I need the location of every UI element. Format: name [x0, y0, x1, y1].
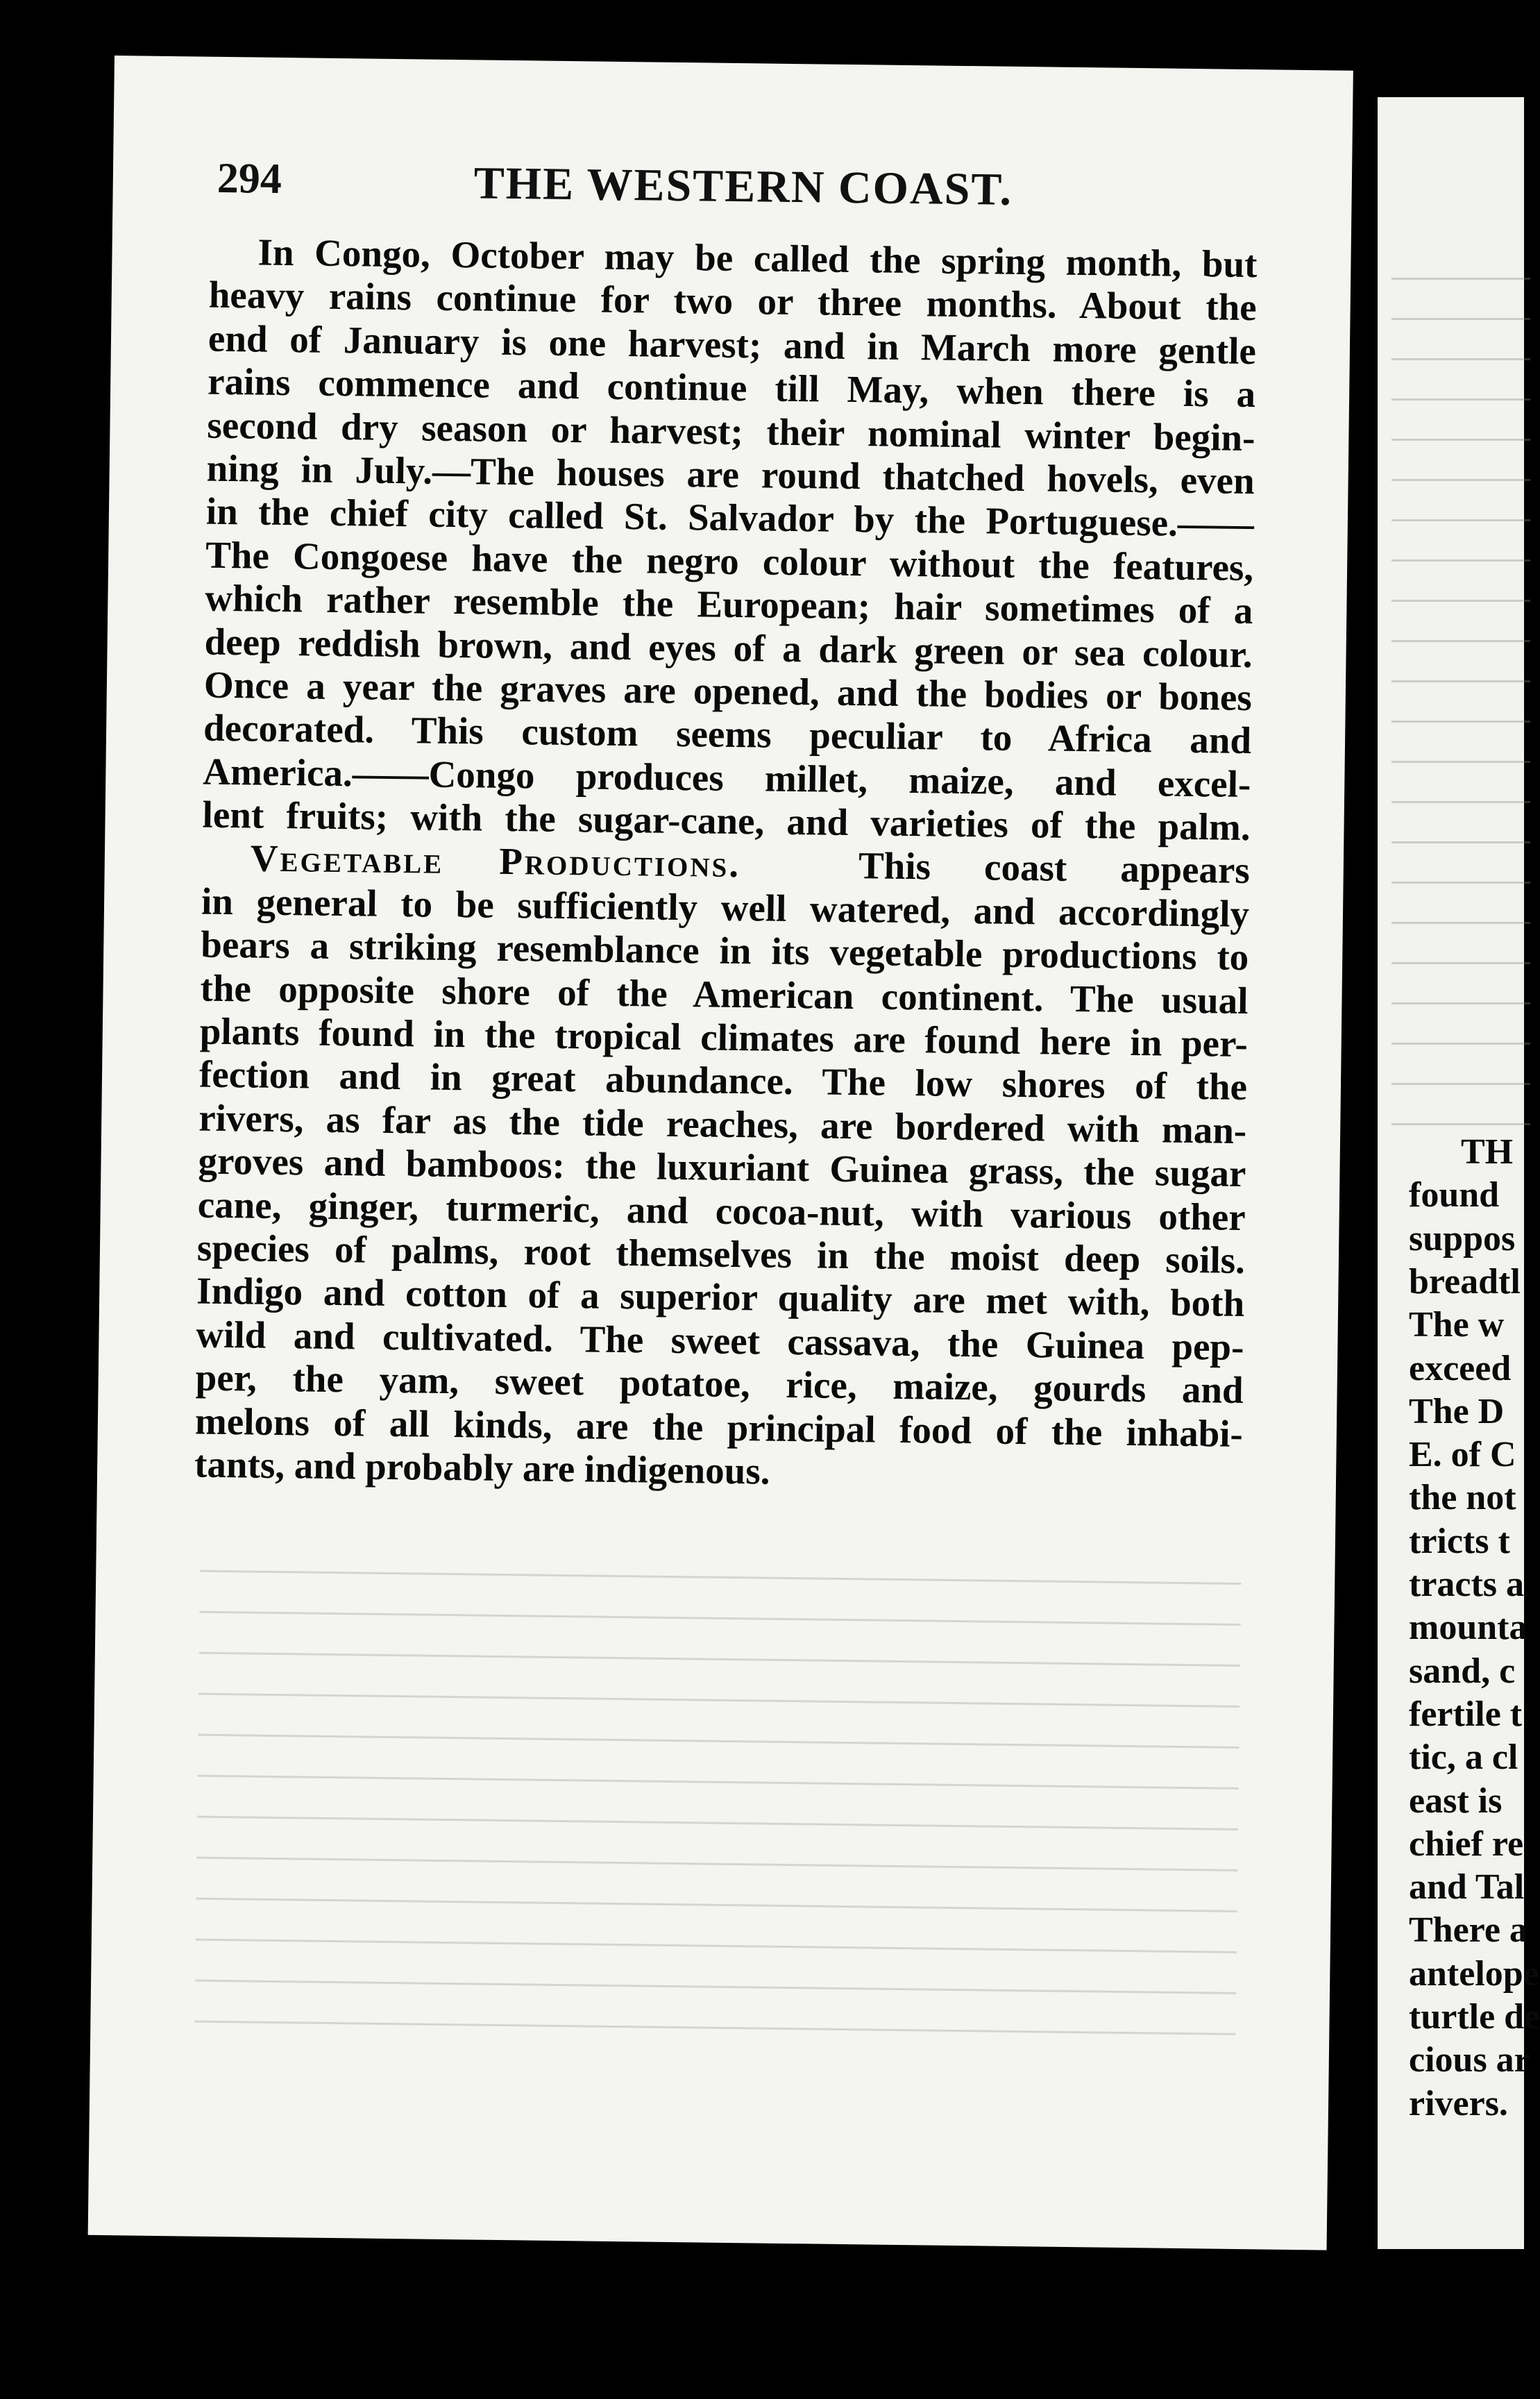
text-line: cane, ginger, turmeric, and cocoa-nut, with various other: [197, 1183, 1246, 1238]
text-line: lent fruits; with the sugar-cane, and varieties of the palm.: [202, 793, 1251, 849]
text-line: deep reddish brown, and eyes of a dark green or sea colour.: [204, 620, 1253, 675]
facing-page: [1378, 97, 1540, 2249]
text-line: America.——Congo produces millet, maize, and excel-: [203, 750, 1251, 805]
text-line: per, the yam, sweet potatoe, rice, maize, gourds and: [195, 1356, 1244, 1412]
text-line: fection and in great abundance. The low shores of the: [198, 1053, 1248, 1109]
text-line: Once a year the graves are opened, and the bodies or bones: [203, 663, 1253, 718]
facing-page-line: rivers.: [1409, 2083, 1508, 2123]
text-line: rivers, as far as the tide reaches, are bordered with man-: [198, 1096, 1247, 1152]
facing-page-line: sand, c: [1409, 1651, 1516, 1691]
facing-page-line: There a: [1409, 1910, 1528, 1951]
facing-page-line: The w: [1409, 1305, 1505, 1345]
facing-page-line: The D: [1409, 1391, 1505, 1431]
text-line: end of January is one harvest; and in March more gentle: [208, 317, 1257, 372]
facing-page-line: fertile t: [1409, 1694, 1523, 1734]
facing-page-line: E. of C: [1409, 1435, 1516, 1475]
text-line: melons of all kinds, are the principal food of the inhabi-: [194, 1399, 1244, 1455]
bleed-through-text: [194, 1570, 1241, 2124]
text-line: This coast appears: [858, 844, 1251, 892]
text-line: in general to be sufficiently well watered, and accordingly: [201, 879, 1250, 935]
facing-page-line: and Tal: [1409, 1867, 1525, 1908]
page-number: 294: [217, 154, 282, 203]
facing-page-line: east is: [1409, 1781, 1503, 1821]
bleed-through-text: [1391, 278, 1530, 1163]
text-line: groves and bamboos: the luxuriant Guinea grass, the sugar: [198, 1139, 1246, 1195]
facing-page-line: tic, a cl: [1409, 1737, 1518, 1778]
text-line: In Congo, October may be called the spring month, but: [257, 230, 1258, 286]
text-line: wild and cultivated. The sweet cassava, the Guinea pep-: [196, 1313, 1244, 1368]
text-line: in the chief city called St. Salvador by the Portuguese.——: [205, 490, 1255, 546]
text-line: second dry season or harvest; their nominal winter begin-: [207, 403, 1255, 459]
text-line: rains commence and continue till May, when there is a: [207, 360, 1256, 416]
facing-page-line: cious ar: [1409, 2040, 1530, 2080]
facing-page-line: exceed: [1409, 1348, 1512, 1388]
text-line: the opposite shore of the American continent. The usual: [200, 966, 1249, 1022]
text-line: which rather resemble the European; hair sometimes of a: [205, 576, 1253, 632]
text-line: heavy rains continue for two or three months. About the: [208, 273, 1258, 329]
text-line: species of palms, root themselves in the moist deep soils.: [196, 1226, 1246, 1282]
facing-page-line: found: [1409, 1175, 1500, 1215]
facing-page-line: turtle de: [1409, 1997, 1540, 2037]
text-line: The Congoese have the negro colour without the features,: [205, 533, 1254, 589]
facing-page-line: breadtl: [1409, 1261, 1521, 1302]
text-line: bears a striking resemblance in its vegetable productions to: [200, 923, 1249, 979]
text-line: plants found in the tropical climates are found here in per-: [199, 1009, 1249, 1066]
facing-page-line: chief re: [1409, 1824, 1524, 1864]
text-line: ning in July.—The houses are round thatched hovels, even: [206, 446, 1255, 503]
text-line: Indigo and cotton of a superior quality are met with, both: [196, 1269, 1245, 1325]
running-title: THE WESTERN COAST.: [473, 158, 1013, 215]
body-text: [194, 230, 1258, 1499]
facing-page-line: the not: [1409, 1478, 1516, 1518]
facing-page-line: antelope: [1409, 1953, 1539, 1994]
facing-page-line: mounta: [1409, 1608, 1528, 1648]
left-page: [88, 56, 1353, 2250]
facing-page-line: suppos: [1409, 1218, 1516, 1259]
facing-page-line: tracts a: [1409, 1565, 1525, 1604]
facing-page-line: tricts t: [1409, 1521, 1510, 1561]
text-line: tants, and probably are indigenous.: [194, 1442, 770, 1492]
text-line: decorated. This custom seems peculiar to Africa and: [203, 706, 1252, 762]
facing-page-line: TH: [1461, 1132, 1514, 1172]
section-heading: Vegetable Productions.: [250, 836, 741, 886]
